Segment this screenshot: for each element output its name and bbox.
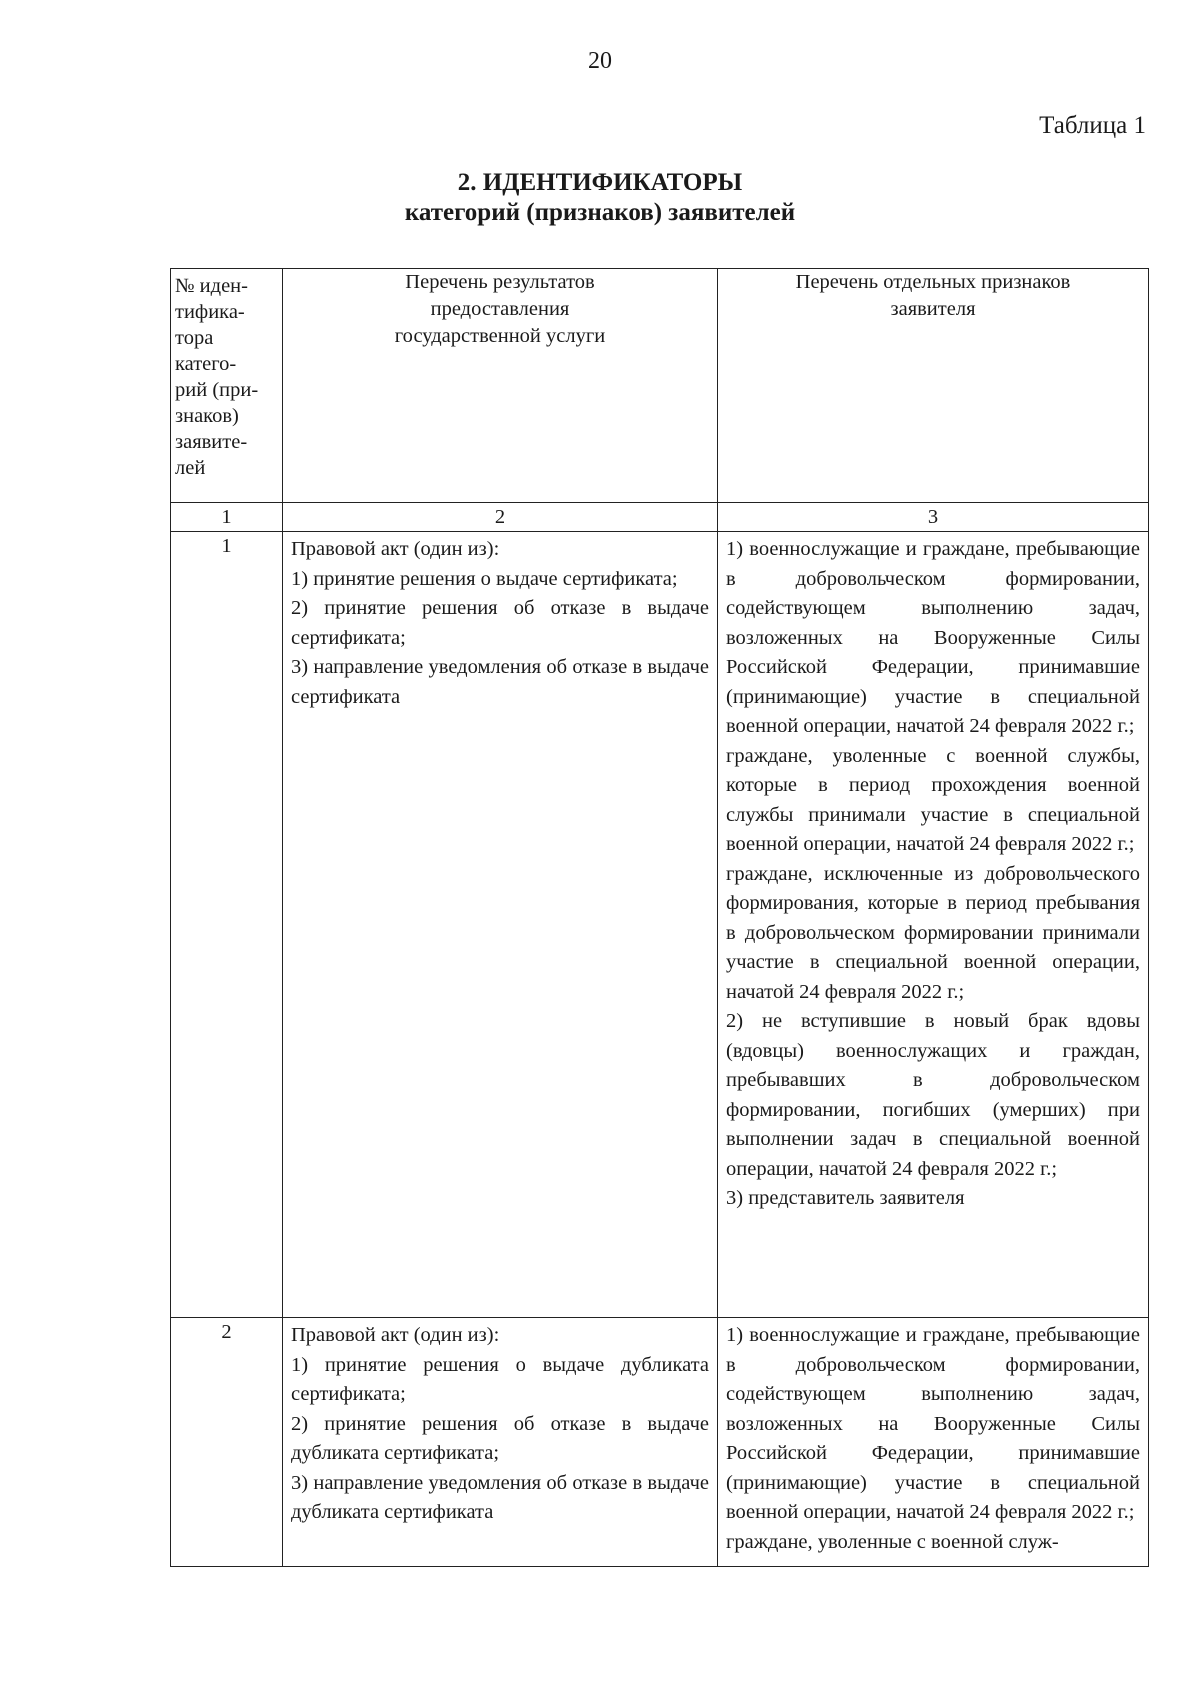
page-number: 20 [588,48,612,74]
signs-cell: 1) военнослужащие и граждане, пребывающие в добровольческом формировании, содействующем выполнению задач, возложенных на Вооруженные Силы Российской Федерации, принимавшие (принимающие) участие в специальной военной операции, начатой 24 февраля 2022 г.; граждане, уволенные с военной службы, которые в период прохождения военной службы принимали участие в специальной военной операции, начатой 24 февраля 2022 г.; граждане, исключенные из добровольческого формирования, которые в период пребывания в добровольческом формировании принимали участие в специальной военной операции, начатой 24 февраля 2022 г.; 2) не вступившие в новый брак вдовы (вдовцы) военнослужащих и граждан, пребывавших в добровольческом формировании, погибших (умерших) при выполнении задач в специальной военной операции, начатой 24 февраля 2022 г.; 3) представитель заявителя [718,532,1149,1318]
header-col-3: Перечень отдельных признаков заявителя [718,269,1149,503]
column-number: 1 [171,503,283,532]
table-row [171,1318,1149,1567]
signs-cell: 1) военнослужащие и граждане, пребывающие в добровольческом формировании, содействующем выполнению задач, возложенных на Вооруженные Силы Российской Федерации, принимавшие (принимающие) участие в специальной военной операции, начатой 24 февраля 2022 г.; граждане, уволенные с военной служ- [718,1318,1149,1567]
document-title [0,168,1200,228]
table-row [171,532,1149,1318]
results-cell: Правовой акт (один из): 1) принятие решения о выдаче дубликата сертификата; 2) принятие решения об отказе в выдаче дубликата сертификата; 3) направление уведомления об отказе в выдаче дубликата сертификата [283,1318,718,1567]
column-number: 2 [283,503,718,532]
column-number: 3 [718,503,1149,532]
row-identifier: 2 [171,1318,283,1567]
column-number-row [171,503,1149,532]
table-header-row [171,269,1149,503]
results-cell: Правовой акт (один из): 1) принятие решения о выдаче сертификата; 2) принятие решения об отказе в выдаче сертификата; 3) направление уведомления об отказе в выдаче сертификата [283,532,718,1318]
title-line-2: категорий (признаков) заявителей [404,199,796,226]
row-identifier: 1 [171,532,283,1318]
header-col-2: Перечень результатов предоставления государственной услуги [283,269,718,503]
title-line-1: 2. ИДЕНТИФИКАТОРЫ [457,169,743,196]
header-col-1: № иден- тифика- тора катего- рий (при- знаков) заявите- лей [171,269,283,503]
identifiers-table [170,268,1149,1567]
table-label: Таблица 1 [1039,112,1146,139]
